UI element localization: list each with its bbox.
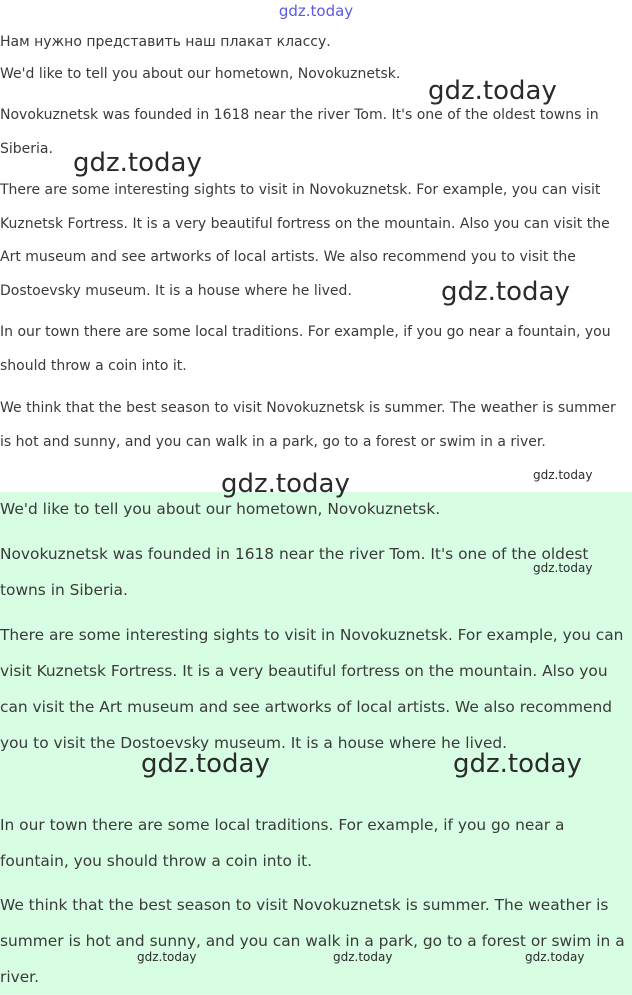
intro-line: Нам нужно представить наш плакат классу.	[0, 34, 331, 50]
watermark: gdz.today	[453, 749, 582, 779]
watermark: gdz.today	[525, 950, 585, 964]
answer-paragraph-1: We'd like to tell you about our hometown, Novokuznetsk.	[0, 500, 441, 518]
first-paragraph-5: We think that the best season to visit Novokuznetsk is summer. The weather is summer is hot and sunny, and you can walk in a park, go to a forest or swim in a river.	[0, 400, 616, 450]
watermark: gdz.today	[333, 950, 393, 964]
answer-paragraph-4: In our town there are some local traditions. For example, if you go near a fountain, you should throw a coin into it.	[0, 816, 565, 870]
watermark: gdz.today	[73, 148, 202, 178]
first-paragraph-4: In our town there are some local traditions. For example, if you go near a fountain, you should throw a coin into it.	[0, 324, 611, 374]
site-logo[interactable]: gdz.today	[278, 2, 354, 20]
watermark: gdz.today	[441, 277, 570, 307]
watermark: gdz.today	[533, 561, 593, 575]
answer-paragraph-3: There are some interesting sights to visit in Novokuznetsk. For example, you can visit Kuznetsk Fortress. It is a very beautiful fortress on the mountain. Also you can visit the Art museum and see artworks of local artists. We also recommend you to visit the Dostoevsky museum. It is a house where he lived.	[0, 626, 624, 752]
watermark: gdz.today	[221, 469, 350, 499]
watermark: gdz.today	[533, 468, 593, 482]
first-paragraph-3: There are some interesting sights to visit in Novokuznetsk. For example, you can visit Kuznetsk Fortress. It is a very beautiful fortress on the mountain. Also you can visit the Art museum and see artworks of local artists. We also recommend you to visit the Dostoevsky museum. It is a house where he lived.	[0, 182, 610, 300]
answer-paragraph-2: Novokuznetsk was founded in 1618 near the river Tom. It's one of the oldest towns in Siberia.	[0, 545, 589, 599]
watermark: gdz.today	[141, 749, 270, 779]
watermark: gdz.today	[137, 950, 197, 964]
first-paragraph-2: Novokuznetsk was founded in 1618 near the river Tom. It's one of the oldest towns in Siberia.	[0, 107, 599, 157]
first-paragraph-1: We'd like to tell you about our hometown, Novokuznetsk.	[0, 66, 401, 82]
watermark: gdz.today	[428, 76, 557, 106]
answer-paragraph-5: We think that the best season to visit Novokuznetsk is summer. The weather is summer is hot and sunny, and you can walk in a park, go to a forest or swim in a river.	[0, 896, 625, 986]
